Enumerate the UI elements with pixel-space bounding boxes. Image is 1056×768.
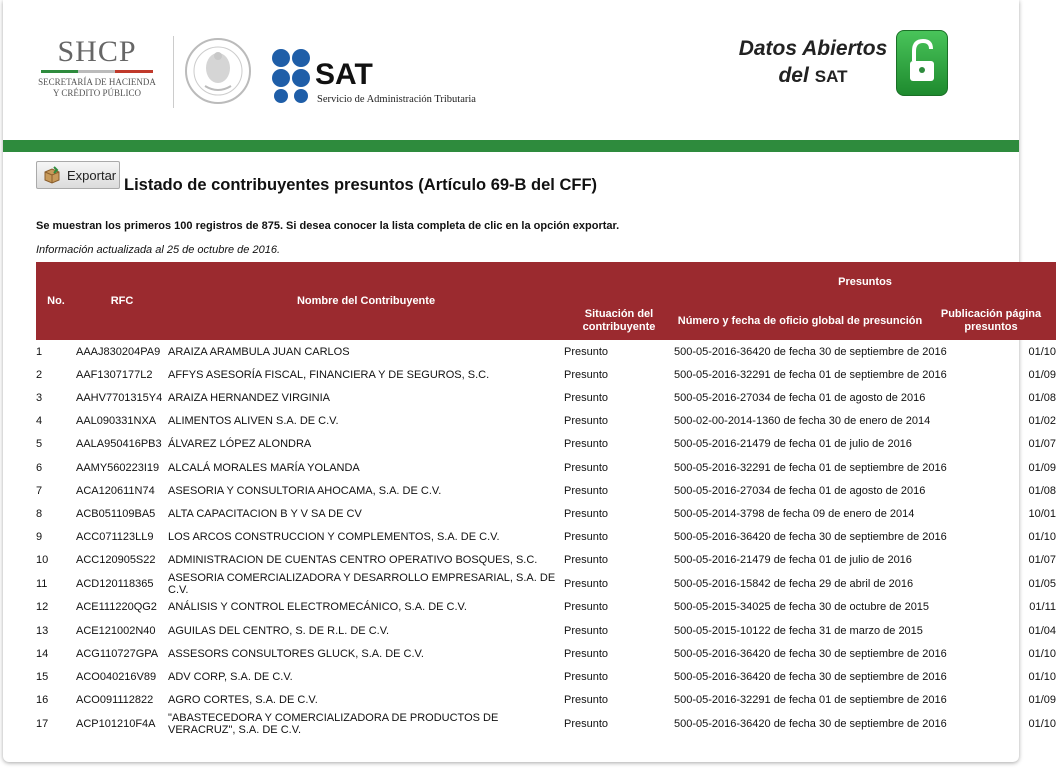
row-name: ADV CORP, S.A. DE C.V.	[168, 671, 293, 684]
row-oficio: 500-05-2016-21479 de fecha 01 de julio de 2016	[674, 554, 912, 567]
row-oficio: 500-05-2015-10122 de fecha 31 de marzo de 2015	[674, 624, 923, 637]
logo-divider	[173, 36, 174, 108]
row-situacion: Presunto	[564, 345, 609, 358]
records-note: Se muestran los primeros 100 registros de 875. Si desea conocer la lista completa de clic en la opción exportar.	[36, 220, 620, 232]
row-publicacion: 01/08	[1028, 484, 1056, 497]
row-oficio: 500-05-2016-32291 de fecha 01 de septiembre de 2016	[674, 694, 947, 707]
row-rfc: ACA120611N74	[76, 484, 155, 497]
row-situacion: Presunto	[564, 368, 609, 381]
row-rfc: ACE121002N40	[76, 624, 156, 637]
row-number: 16	[36, 694, 49, 707]
col-header-oficio: Número y fecha de oficio global de presunción	[674, 302, 926, 340]
col-header-blank	[564, 262, 674, 302]
row-number: 12	[36, 601, 49, 614]
table-row	[36, 712, 1056, 736]
row-rfc: ACG110727GPA	[76, 647, 159, 660]
row-oficio: 500-05-2016-36420 de fecha 30 de septiembre de 2016	[674, 671, 947, 684]
row-situacion: Presunto	[564, 717, 609, 730]
shcp-logo	[37, 36, 157, 99]
table-row	[36, 363, 1056, 386]
row-number: 3	[36, 391, 43, 404]
row-name: ARAIZA ARAMBULA JUAN CARLOS	[168, 345, 350, 358]
row-rfc: ACD120118365	[76, 577, 154, 590]
site-header	[3, 0, 1019, 140]
row-rfc: AALA950416PB3	[76, 438, 162, 451]
row-name: ASSESORS CONSULTORES GLUCK, S.A. DE C.V.	[168, 647, 424, 660]
row-publicacion: 01/02	[1028, 415, 1056, 428]
datos-sat: SAT	[814, 67, 848, 86]
row-name: ALIMENTOS ALIVEN S.A. DE C.V.	[168, 415, 339, 428]
col-header-name: Nombre del Contribuyente	[168, 262, 564, 340]
row-name: ALCALÁ MORALES MARÍA YOLANDA	[168, 461, 360, 474]
row-name: ARAIZA HERNANDEZ VIRGINIA	[168, 391, 330, 404]
col-header-no: No.	[36, 262, 76, 340]
row-publicacion: 01/11	[1029, 601, 1056, 614]
row-publicacion: 01/07	[1028, 554, 1056, 567]
row-name: LOS ARCOS CONSTRUCCION Y COMPLEMENTOS, S.A. DE C.V.	[168, 531, 500, 544]
row-publicacion: 01/08	[1028, 391, 1056, 404]
row-publicacion: 01/10	[1028, 647, 1056, 660]
row-situacion: Presunto	[564, 415, 609, 428]
row-publicacion: 01/07	[1028, 438, 1056, 451]
table-row	[36, 619, 1056, 642]
row-name: ANÁLISIS Y CONTROL ELECTROMECÁNICO, S.A. DE C.V.	[168, 601, 467, 614]
row-publicacion: 10/01	[1028, 507, 1056, 520]
mexico-seal-icon	[183, 28, 253, 114]
row-name: AGUILAS DEL CENTRO, S. DE R.L. DE C.V.	[168, 624, 390, 637]
row-situacion: Presunto	[564, 694, 609, 707]
row-number: 15	[36, 671, 49, 684]
row-situacion: Presunto	[564, 391, 609, 404]
table-row	[36, 642, 1056, 665]
contribuyentes-table-wrap	[36, 262, 1056, 762]
table-row	[36, 596, 1056, 619]
sat-logo	[271, 48, 491, 112]
row-situacion: Presunto	[564, 601, 609, 614]
row-rfc: ACO091112822	[76, 694, 154, 707]
row-number: 4	[36, 415, 43, 428]
export-button[interactable]	[36, 161, 120, 189]
row-rfc: ACC120905S22	[76, 554, 156, 567]
table-row	[36, 340, 1056, 363]
row-oficio: 500-05-2016-27034 de fecha 01 de agosto de 2016	[674, 484, 926, 497]
row-publicacion: 01/10	[1028, 345, 1056, 358]
row-number: 10	[36, 554, 49, 567]
row-rfc: ACP101210F4A	[76, 717, 156, 730]
row-oficio: 500-05-2014-3798 de fecha 09 de enero de 2014	[674, 507, 915, 520]
row-name: "ABASTECEDORA Y COMERCIALIZADORA DE PRODUCTOS DE VERACRUZ", S.A. DE C.V.	[168, 711, 499, 736]
row-oficio: 500-05-2016-36420 de fecha 30 de septiembre de 2016	[674, 531, 947, 544]
row-situacion: Presunto	[564, 577, 609, 590]
row-oficio: 500-05-2016-27034 de fecha 01 de agosto de 2016	[674, 391, 926, 404]
table-row	[36, 689, 1056, 712]
lock-glyph-icon	[897, 31, 947, 95]
row-oficio: 500-05-2016-32291 de fecha 01 de septiembre de 2016	[674, 368, 947, 381]
contribuyentes-table	[36, 262, 1056, 736]
row-situacion: Presunto	[564, 461, 609, 474]
row-oficio: 500-05-2016-36420 de fecha 30 de septiembre de 2016	[674, 647, 947, 660]
export-label: Exportar	[67, 167, 117, 183]
shcp-tricolor-line	[41, 70, 153, 73]
row-situacion: Presunto	[564, 671, 609, 684]
row-name: ÁLVAREZ LÓPEZ ALONDRA	[168, 438, 312, 451]
row-situacion: Presunto	[564, 507, 609, 520]
row-situacion: Presunto	[564, 438, 609, 451]
row-oficio: 500-05-2016-15842 de fecha 29 de abril de 2016	[674, 577, 914, 590]
row-number: 2	[36, 368, 43, 381]
sat-dots-icon	[271, 48, 315, 104]
row-oficio: 500-05-2016-36420 de fecha 30 de septiembre de 2016	[674, 717, 947, 730]
row-name: ALTA CAPACITACION B Y V SA DE CV	[168, 507, 362, 520]
updated-date: Información actualizada al 25 de octubre de 2016.	[36, 244, 280, 256]
open-lock-icon	[896, 30, 948, 96]
datos-line1: Datos Abiertos	[738, 37, 888, 60]
row-number: 14	[36, 647, 49, 660]
row-number: 1	[36, 345, 43, 358]
row-publicacion: 01/10	[1028, 531, 1056, 544]
row-rfc: ACE111220QG2	[76, 601, 157, 614]
row-situacion: Presunto	[564, 484, 609, 497]
package-icon	[43, 166, 61, 184]
row-situacion: Presunto	[564, 647, 609, 660]
row-publicacion: 01/10	[1028, 717, 1056, 730]
table-row	[36, 572, 1056, 596]
datos-line2	[733, 62, 893, 91]
row-number: 13	[36, 624, 49, 637]
row-situacion: Presunto	[564, 554, 609, 567]
row-number: 11	[36, 577, 48, 590]
shcp-sub-2: Y CRÉDITO PÚBLICO	[52, 88, 141, 98]
table-row	[36, 526, 1056, 549]
sat-subtitle: Servicio de Administración Tributaria	[317, 94, 476, 105]
row-publicacion: 01/04	[1028, 624, 1056, 637]
row-publicacion: 01/10	[1028, 671, 1056, 684]
row-publicacion: 01/09	[1028, 461, 1056, 474]
shcp-title: SHCP	[57, 35, 137, 68]
datos-del: del	[778, 64, 809, 87]
table-row	[36, 386, 1056, 409]
row-rfc: ACC071123LL9	[76, 531, 154, 544]
row-number: 17	[36, 717, 49, 730]
col-header-rfc: RFC	[76, 262, 168, 340]
row-rfc: AAL090331NXA	[76, 415, 157, 428]
datos-abiertos-logo	[733, 36, 893, 91]
row-number: 7	[36, 484, 43, 497]
header-green-bar	[3, 140, 1019, 152]
row-publicacion: 01/09	[1028, 694, 1056, 707]
row-oficio: 500-05-2016-36420 de fecha 30 de septiembre de 2016	[674, 345, 947, 358]
table-row	[36, 502, 1056, 525]
table-row	[36, 433, 1056, 456]
row-publicacion: 01/05	[1028, 577, 1056, 590]
row-name: ADMINISTRACION DE CUENTAS CENTRO OPERATIVO BOSQUES, S.C.	[168, 554, 538, 567]
row-rfc: AAHV7701315Y4	[76, 391, 163, 404]
row-rfc: ACO040216V89	[76, 671, 157, 684]
sat-name: SAT	[315, 58, 373, 91]
row-oficio: 500-02-00-2014-1360 de fecha 30 de enero de 2014	[674, 415, 931, 428]
row-publicacion: 01/09	[1028, 368, 1056, 381]
col-header-publicacion: Publicación página presuntos	[926, 302, 1056, 340]
row-number: 5	[36, 438, 43, 451]
row-rfc: AAF1307177L2	[76, 368, 153, 381]
col-header-situacion: Situación del contribuyente	[564, 302, 674, 340]
row-name: ASESORIA Y CONSULTORIA AHOCAMA, S.A. DE C.V.	[168, 484, 442, 497]
table-row	[36, 549, 1056, 572]
row-number: 9	[36, 531, 43, 544]
row-name: AFFYS ASESORÍA FISCAL, FINANCIERA Y DE SEGUROS, S.C.	[168, 368, 490, 381]
shcp-sub-1: SECRETARÍA DE HACIENDA	[38, 77, 156, 87]
table-row	[36, 479, 1056, 502]
row-oficio: 500-05-2016-21479 de fecha 01 de julio de 2016	[674, 438, 912, 451]
row-name: AGRO CORTES, S.A. DE C.V.	[168, 694, 318, 707]
table-body	[36, 340, 1056, 736]
row-name: ASESORIA COMERCIALIZADORA Y DESARROLLO EMPRESARIAL, S.A. DE C.V.	[168, 571, 556, 596]
table-row	[36, 410, 1056, 433]
page-title: Listado de contribuyentes presuntos (Artículo 69-B del CFF)	[124, 176, 598, 194]
row-oficio: 500-05-2016-32291 de fecha 01 de septiembre de 2016	[674, 461, 947, 474]
row-situacion: Presunto	[564, 624, 609, 637]
row-rfc: AAMY560223I19	[76, 461, 160, 474]
group-header-presuntos: Presuntos	[674, 262, 1056, 302]
row-situacion: Presunto	[564, 531, 609, 544]
row-oficio: 500-05-2015-34025 de fecha 30 de octubre de 2015	[674, 601, 930, 614]
table-row	[36, 665, 1056, 688]
row-rfc: ACB051109BA5	[76, 507, 156, 520]
row-rfc: AAAJ830204PA9	[76, 345, 161, 358]
table-row	[36, 456, 1056, 479]
row-number: 8	[36, 507, 43, 520]
row-number: 6	[36, 461, 43, 474]
